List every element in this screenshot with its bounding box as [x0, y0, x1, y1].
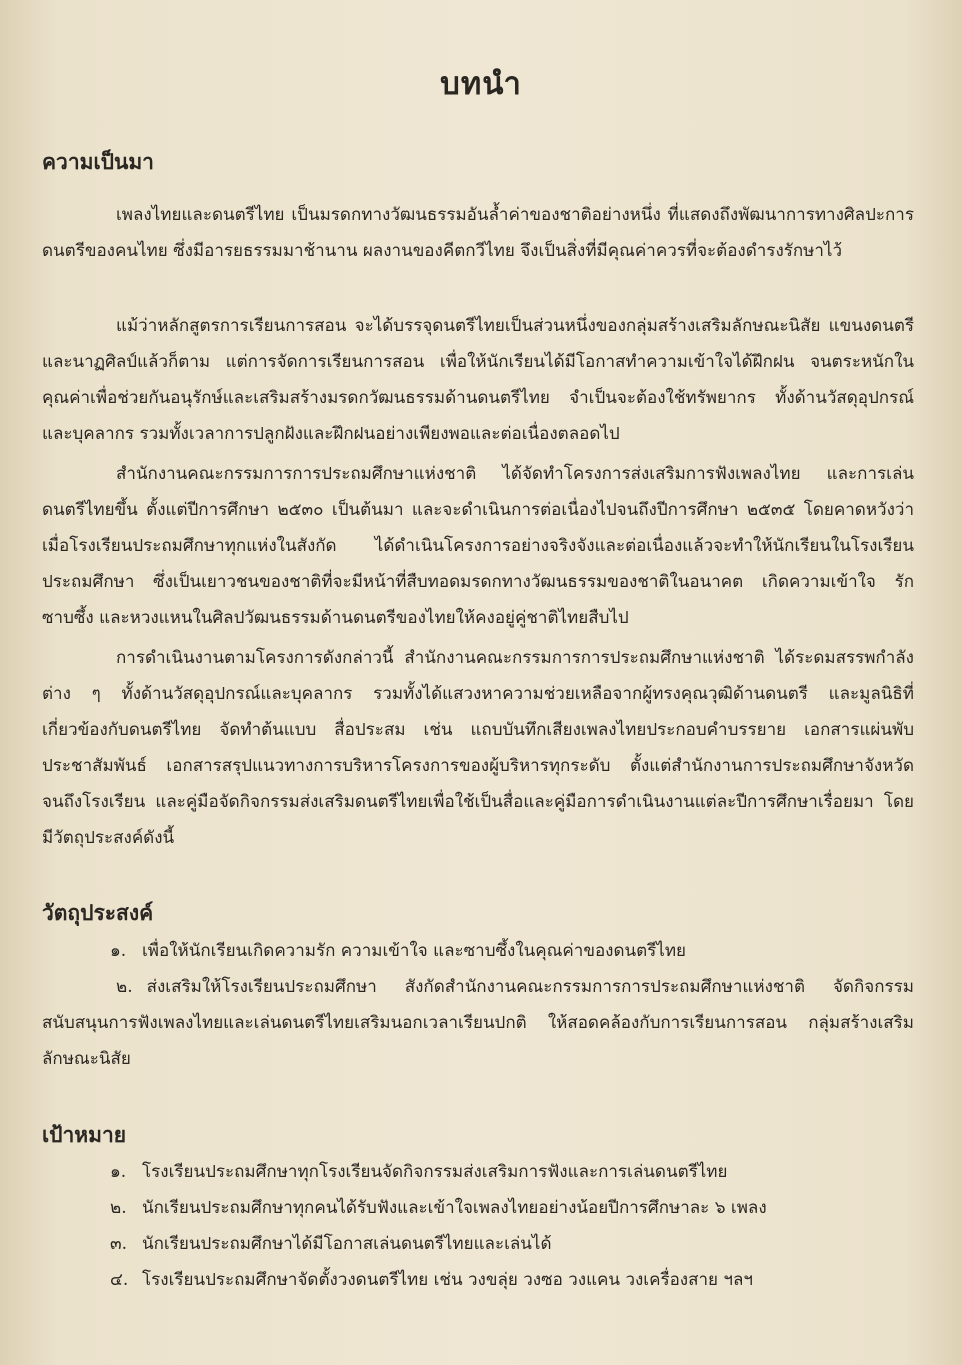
paragraph-2-text: แม้ว่าหลักสูตรการเรียนการสอน จะได้บรรจุดนตรีไทยเป็นส่วนหนึ่งของกลุ่มสร้างเสริมลักษณะนิสัย แขนงดนตรีและนาฏศิลป์แล้วก็ตาม แต่การจัดการเรียนการสอน เพื่อให้นักเรียนได้มีโอกาสทำความเข้าใจได้ฝึกฝน จนตระหนักในคุณค่าเพื่อช่วยกันอนุรักษ์และเสริมสร้างมรดกวัฒนธรรมด้านดนตรีไทย จำเป็นจะต้องใช้ทรัพยากร ทั้งด้านวัสดุอุปกรณ์และบุคลากร รวมทั้งเวลาการปลูกฝังและฝึกฝนอย่างเพียงพอและต่อเนื่องตลอดไป: [42, 316, 914, 444]
targets-list: [110, 1154, 910, 1298]
paragraph-4: [42, 640, 914, 856]
list-item-number: ๒.: [116, 977, 133, 997]
section-heading-objectives: วัตถุประสงค์: [42, 900, 154, 925]
list-item: [110, 933, 910, 969]
paragraph-4-text: การดำเนินงานตามโครงการดังกล่าวนี้ สำนักงานคณะกรรมการการประถมศึกษาแห่งชาติ ได้ระดมสรรพกำลังต่าง ๆ ทั้งด้านวัสดุอุปกรณ์และบุคลากร รวมทั้งได้แสวงหาความช่วยเหลือจากผู้ทรงคุณวุฒิด้านดนตรี และมูลนิธิที่เกี่ยวข้องกับดนตรีไทย จัดทำต้นแบบ สื่อประสม เช่น แถบบันทึกเสียงเพลงไทยประกอบคำบรรยาย เอกสารแผ่นพับประชาสัมพันธ์ เอกสารสรุปแนวทางการบริหารโครงการของผู้บริหารทุกระดับ ตั้งแต่สำนักงานการประถมศึกษาจังหวัด จนถึงโรงเรียน และคู่มือจัดกิจกรรมส่งเสริมดนตรีไทยเพื่อใช้เป็นสื่อและคู่มือการดำเนินงานแต่ละปีการศึกษาเรื่อยมา โดยมีวัตถุประสงค์ดังนี้: [42, 648, 914, 848]
list-item: [110, 1226, 910, 1262]
list-item: [110, 1262, 910, 1298]
list-item-number: ๓.: [110, 1234, 128, 1254]
list-item: [110, 1190, 910, 1226]
list-item-number: ๑.: [110, 941, 127, 961]
paragraph-1-text: เพลงไทยและดนตรีไทย เป็นมรดกทางวัฒนธรรมอันล้ำค่าของชาติอย่างหนึ่ง ที่แสดงถึงพัฒนาการทางศิลปะการดนตรีของคนไทย ซึ่งมีอารยธรรมมาช้านาน ผลงานของคีตกวีไทย จึงเป็นสิ่งที่มีคุณค่าควรที่จะต้องดำรงรักษาไว้: [42, 205, 914, 261]
objective-2-paragraph: [42, 969, 914, 1077]
list-item: [110, 1154, 910, 1190]
list-item-text: เพื่อให้นักเรียนเกิดความรัก ความเข้าใจ และซาบซึ้งในคุณค่าของดนตรีไทย: [142, 941, 687, 961]
list-item-text: ส่งเสริมให้โรงเรียนประถมศึกษา สังกัดสำนักงานคณะกรรมการการประถมศึกษาแห่งชาติ จัดกิจกรรมสนับสนุนการฟังเพลงไทยและเล่นดนตรีไทยเสริมนอกเวลาเรียนปกติ ให้สอดคล้องกับการเรียนการสอน กลุ่มสร้างเสริมลักษณะนิสัย: [42, 977, 914, 1069]
list-item-text: โรงเรียนประถมศึกษาจัดตั้งวงดนตรีไทย เช่น วงขลุ่ย วงซอ วงแคน วงเครื่องสาย ฯลฯ: [142, 1270, 753, 1290]
paragraph-2: [42, 308, 914, 452]
list-item-number: ๑.: [110, 1162, 127, 1182]
page-title: บทนำ: [440, 66, 522, 102]
section-heading-background: ความเป็นมา: [42, 149, 154, 174]
section-heading-targets: เป้าหมาย: [42, 1122, 127, 1147]
list-item-number: ๔.: [110, 1270, 129, 1290]
list-item-text: นักเรียนประถมศึกษาทุกคนได้รับฟังและเข้าใจเพลงไทยอย่างน้อยปีการศึกษาละ ๖ เพลง: [142, 1198, 767, 1218]
objectives-list: [110, 933, 910, 969]
list-item-number: ๒.: [110, 1198, 127, 1218]
paragraph-3: [42, 456, 914, 636]
list-item-text: โรงเรียนประถมศึกษาทุกโรงเรียนจัดกิจกรรมส่งเสริมการฟังและการเล่นดนตรีไทย: [142, 1162, 728, 1182]
paragraph-3-text: สำนักงานคณะกรรมการการประถมศึกษาแห่งชาติ ได้จัดทำโครงการส่งเสริมการฟังเพลงไทย และการเล่นดนตรีไทยขึ้น ตั้งแต่ปีการศึกษา ๒๕๓๐ เป็นต้นมา และจะดำเนินการต่อเนื่องไปจนถึงปีการศึกษา ๒๕๓๕ โดยคาดหวังว่าเมื่อโรงเรียนประถมศึกษาทุกแห่งในสังกัด ได้ดำเนินโครงการอย่างจริงจังและต่อเนื่องแล้วจะทำให้นักเรียนในโรงเรียนประถมศึกษา ซึ่งเป็นเยาวชนของชาติที่จะมีหน้าที่สืบทอดมรดกทางวัฒนธรรมของชาติในอนาคต เกิดความเข้าใจ รัก ซาบซึ้ง และหวงแหนในศิลปวัฒนธรรมด้านดนตรีของไทยให้คงอยู่คู่ชาติไทยสืบไป: [42, 464, 914, 628]
list-item-text: นักเรียนประถมศึกษาได้มีโอกาสเล่นดนตรีไทยและเล่นได้: [142, 1234, 552, 1254]
paragraph-1: [42, 197, 914, 269]
